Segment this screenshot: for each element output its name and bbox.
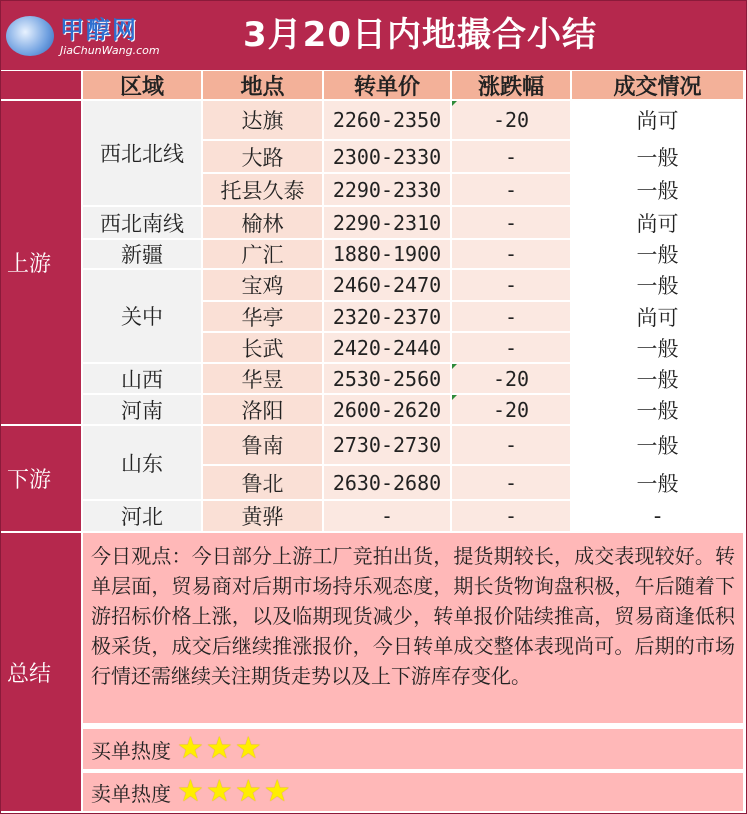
deal-cell: 一般 <box>571 363 744 394</box>
change-cell: - <box>451 206 571 239</box>
place-cell: 宝鸡 <box>202 269 323 301</box>
deal-cell: 尚可 <box>571 301 744 332</box>
col-header-deal: 成交情况 <box>571 70 744 100</box>
change-cell: - <box>451 173 571 206</box>
price-cell: 1880-1900 <box>323 239 451 269</box>
change-cell: - <box>451 301 571 332</box>
page-title: 3月20日内地撮合小结 <box>243 15 597 55</box>
change-cell: - <box>451 465 571 500</box>
place-cell: 长武 <box>202 332 323 363</box>
logo-url: JiaChunWang.com <box>60 44 160 57</box>
change-cell: - <box>451 425 571 465</box>
region-cell: 关中 <box>82 269 202 363</box>
deal-cell: 尚可 <box>571 206 744 239</box>
price-cell: 2630-2680 <box>323 465 451 500</box>
price-cell: 2730-2730 <box>323 425 451 465</box>
change-cell: - <box>451 140 571 173</box>
change-cell: - <box>451 239 571 269</box>
sell-heat-label: 卖单热度 <box>91 781 171 806</box>
region-cell: 河南 <box>82 394 202 425</box>
summary-text: 今日观点：今日部分上游工厂竞拍出货，提货期较长，成交表现较好。转单层面，贸易商对后期市场持乐观态度，期长货物询盘积极，午后随着下游招标价格上涨，以及临期现货减少，转单报价陆续推高，贸易商逢低积极采货，成交后继续推涨报价，今日转单成交整体表现尚可。后期的市场行情还需继续关注期货走势以及上下游库存变化。 <box>82 532 744 724</box>
price-cell: 2290-2310 <box>323 206 451 239</box>
buy-heat-label: 买单热度 <box>91 738 171 763</box>
col-header-change: 涨跌幅 <box>451 70 571 100</box>
place-cell: 鲁北 <box>202 465 323 500</box>
star-icon: ★ <box>205 774 233 809</box>
region-cell: 西北北线 <box>82 100 202 206</box>
change-cell: - <box>451 500 571 532</box>
star-icon: ★ <box>263 774 291 809</box>
star-icon: ★ <box>234 774 262 809</box>
price-cell: 2320-2370 <box>323 301 451 332</box>
col-header-place: 地点 <box>202 70 323 100</box>
place-cell: 广汇 <box>202 239 323 269</box>
group-label-upstream: 上游 <box>0 100 82 425</box>
deal-cell: 一般 <box>571 465 744 500</box>
col-header-region: 区域 <box>82 70 202 100</box>
deal-cell: - <box>571 500 744 532</box>
star-icon: ★ <box>234 731 262 766</box>
region-cell: 山东 <box>82 425 202 500</box>
logo-title: 甲醇网 <box>60 15 138 44</box>
deal-cell: 一般 <box>571 394 744 425</box>
price-cell: 2290-2330 <box>323 173 451 206</box>
star-icon: ★ <box>177 774 204 809</box>
price-cell: 2300-2330 <box>323 140 451 173</box>
deal-cell: 尚可 <box>571 100 744 140</box>
col-header-price: 转单价 <box>323 70 451 100</box>
change-cell: -20 <box>451 100 571 140</box>
price-cell: - <box>323 500 451 532</box>
region-cell: 山西 <box>82 363 202 394</box>
star-icon: ★ <box>177 731 204 766</box>
change-cell: - <box>451 269 571 301</box>
change-cell: - <box>451 332 571 363</box>
summary-label: 总结 <box>0 532 82 812</box>
price-cell: 2260-2350 <box>323 100 451 140</box>
region-cell: 河北 <box>82 500 202 532</box>
deal-cell: 一般 <box>571 332 744 363</box>
region-cell: 新疆 <box>82 239 202 269</box>
price-cell: 2600-2620 <box>323 394 451 425</box>
deal-cell: 一般 <box>571 425 744 465</box>
place-cell: 华亭 <box>202 301 323 332</box>
place-cell: 达旗 <box>202 100 323 140</box>
price-cell: 2530-2560 <box>323 363 451 394</box>
place-cell: 托县久泰 <box>202 173 323 206</box>
region-cell: 西北南线 <box>82 206 202 239</box>
price-cell: 2460-2470 <box>323 269 451 301</box>
place-cell: 大路 <box>202 140 323 173</box>
price-cell: 2420-2440 <box>323 332 451 363</box>
place-cell: 华昱 <box>202 363 323 394</box>
group-label-downstream: 下游 <box>0 425 82 532</box>
deal-cell: 一般 <box>571 140 744 173</box>
place-cell: 鲁南 <box>202 425 323 465</box>
deal-cell: 一般 <box>571 173 744 206</box>
change-cell: -20 <box>451 394 571 425</box>
place-cell: 洛阳 <box>202 394 323 425</box>
deal-cell: 一般 <box>571 239 744 269</box>
star-icon: ★ <box>205 731 233 766</box>
place-cell: 榆林 <box>202 206 323 239</box>
deal-cell: 一般 <box>571 269 744 301</box>
change-cell: -20 <box>451 363 571 394</box>
place-cell: 黄骅 <box>202 500 323 532</box>
